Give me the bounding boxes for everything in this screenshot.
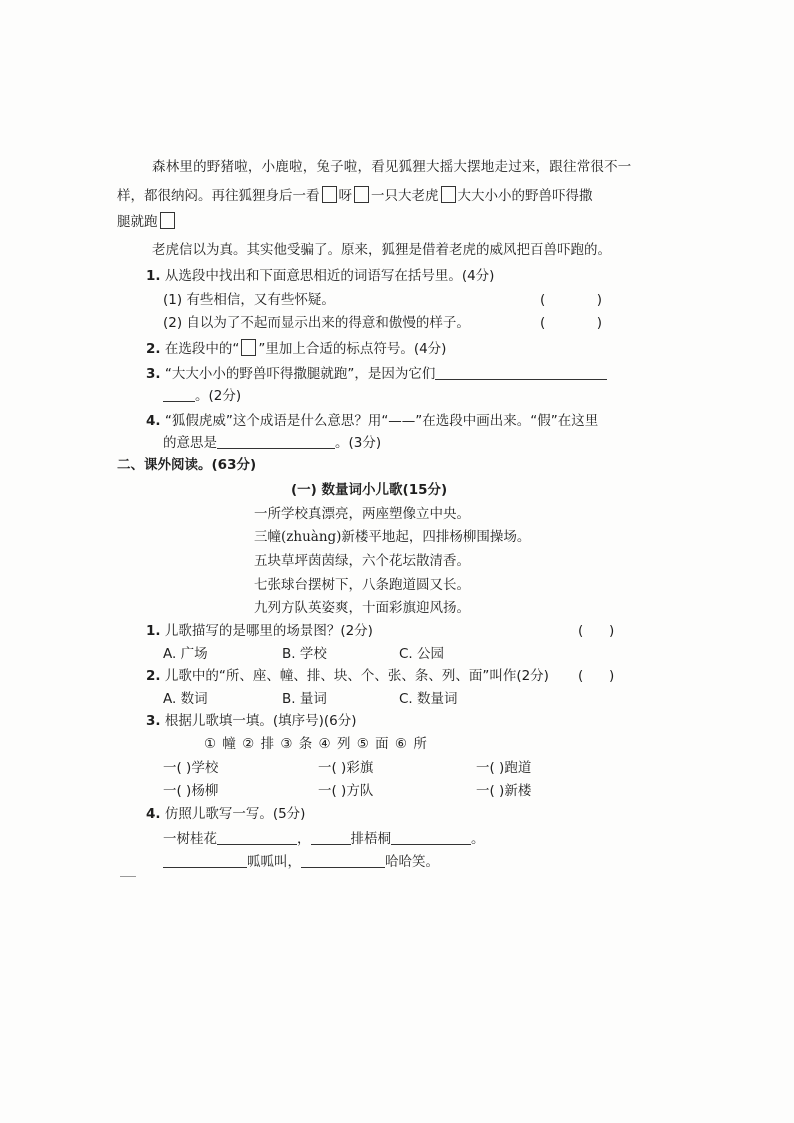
section-heading: 二、课外阅读。(63分) — [117, 457, 257, 473]
answer-blank[interactable] — [435, 365, 607, 380]
question-4 — [146, 412, 598, 430]
question-text: 从选段中找出和下面意思相近的词语写在括号里。(4分) — [164, 268, 495, 284]
poem-line: 五块草坪茵茵绿，六个花坛散清香。 — [254, 553, 470, 569]
fill-item[interactable]: 一( )学校 — [163, 760, 219, 776]
question-3-line-2 — [163, 387, 241, 405]
option-a[interactable]: A. 广场 — [163, 646, 208, 662]
fill-item[interactable]: 一( )新楼 — [476, 783, 532, 799]
question-text: 。(2分) — [195, 388, 242, 404]
reading-question-3 — [146, 712, 356, 730]
question-number: 1. — [146, 268, 161, 284]
punctuation-box[interactable] — [354, 186, 369, 203]
reading-question-1 — [146, 622, 373, 640]
question-text: 。 — [471, 831, 485, 847]
poem-line: 三幢(zhuàng)新楼平地起，四排杨柳围操场。 — [254, 529, 531, 545]
question-text: 排梧桐 — [350, 831, 391, 847]
question-1 — [146, 267, 494, 285]
scan-mark — [120, 876, 136, 877]
passage-line-3 — [117, 212, 177, 231]
question-number: 3. — [146, 713, 161, 729]
fill-item[interactable]: 一( )杨柳 — [163, 783, 219, 799]
question-text: 一树桂花 — [163, 831, 217, 847]
answer-blank[interactable] — [301, 853, 385, 868]
question-text: 的意思是 — [163, 435, 217, 451]
question-text: ， — [297, 831, 311, 847]
question-text: 儿歌描写的是哪里的场景图？(2分) — [164, 623, 373, 639]
question-number: 4. — [146, 806, 161, 822]
passage-line-4: 老虎信以为真。其实他受骗了。原来，狐狸是借着老虎的威风把百兽吓跑的。 — [152, 242, 611, 258]
question-number: 3. — [146, 366, 161, 382]
answer-paren[interactable]: ( ) — [540, 292, 603, 308]
question-text: “狐假虎威”这个成语是什么意思？用“——”在选段中画出来。“假”在这里 — [164, 413, 599, 429]
passage-text: 大大小小的野兽吓得撒 — [457, 188, 593, 204]
option-b[interactable]: B. 学校 — [282, 646, 327, 662]
answer-paren[interactable]: ( ) — [540, 315, 603, 331]
fill-item[interactable]: 一( )跑道 — [476, 760, 532, 776]
question-text: ”里加上合适的标点符号。(4分) — [258, 341, 447, 357]
imitate-line-1 — [163, 830, 485, 848]
answer-blank[interactable] — [163, 387, 195, 402]
question-text: “大大小小的野兽吓得撒腿就跑”，是因为它们 — [164, 366, 436, 382]
fill-item[interactable]: 一( )彩旗 — [318, 760, 374, 776]
punctuation-box[interactable] — [441, 186, 456, 203]
poem-line: 一所学校真漂亮，两座塑像立中央。 — [254, 506, 470, 522]
poem-line: 九列方队英姿爽，十面彩旗迎风扬。 — [254, 600, 470, 616]
question-text: 哈哈笑。 — [385, 854, 439, 870]
question-number: 2. — [146, 668, 161, 684]
imitate-line-2 — [163, 853, 439, 871]
passage-text: 一只大老虎 — [371, 188, 439, 204]
passage-line-1: 森林里的野猪啦，小鹿啦，兔子啦，看见狐狸大摇大摆地走过来，跟往常很不一 — [152, 159, 632, 175]
fill-item[interactable]: 一( )方队 — [318, 783, 374, 799]
question-1-sub-2: (2) 自以为了不起而显示出来的得意和傲慢的样子。 — [163, 315, 470, 331]
question-number: 4. — [146, 413, 161, 429]
punctuation-box[interactable] — [322, 186, 337, 203]
question-1-sub-1: (1) 有些相信，又有些怀疑。 — [163, 292, 335, 308]
option-c[interactable]: C. 数量词 — [399, 691, 458, 707]
answer-blank[interactable] — [217, 434, 335, 449]
poem-title: (一) 数量词小儿歌(15分) — [291, 482, 448, 498]
reading-question-2 — [146, 667, 549, 685]
question-text: 根据儿歌填一填。(填序号)(6分) — [164, 713, 357, 729]
punctuation-box-sample — [241, 339, 256, 356]
choice-list: ① 幢 ② 排 ③ 条 ④ 列 ⑤ 面 ⑥ 所 — [204, 736, 427, 752]
question-number: 2. — [146, 341, 161, 357]
passage-line-2 — [117, 186, 593, 205]
option-a[interactable]: A. 数词 — [163, 691, 208, 707]
answer-blank[interactable] — [311, 830, 351, 845]
question-3 — [146, 365, 607, 383]
answer-paren[interactable]: ( ) — [578, 623, 615, 639]
question-text: 儿歌中的“所、座、幢、排、块、个、张、条、列、面”叫作(2分) — [164, 668, 549, 684]
question-text: 仿照儿歌写一写。(5分) — [164, 806, 306, 822]
question-2 — [146, 339, 446, 358]
question-text: 。(3分) — [335, 435, 382, 451]
passage-text: 呀 — [338, 188, 352, 204]
question-number: 1. — [146, 623, 161, 639]
question-text: 呱呱叫， — [247, 854, 301, 870]
option-b[interactable]: B. 量词 — [282, 691, 327, 707]
reading-question-4 — [146, 805, 305, 823]
poem-line: 七张球台摆树下，八条跑道圆又长。 — [254, 577, 470, 593]
answer-blank[interactable] — [217, 830, 297, 845]
punctuation-box[interactable] — [160, 212, 175, 229]
answer-paren[interactable]: ( ) — [578, 668, 615, 684]
passage-text: 腿就跑 — [117, 214, 158, 230]
answer-blank[interactable] — [391, 830, 471, 845]
passage-text: 样，都很纳闷。再往狐狸身后一看 — [117, 188, 320, 204]
question-text: 在选段中的“ — [164, 341, 240, 357]
option-c[interactable]: C. 公园 — [399, 646, 445, 662]
question-4-line-2 — [163, 434, 381, 452]
answer-blank[interactable] — [163, 853, 247, 868]
